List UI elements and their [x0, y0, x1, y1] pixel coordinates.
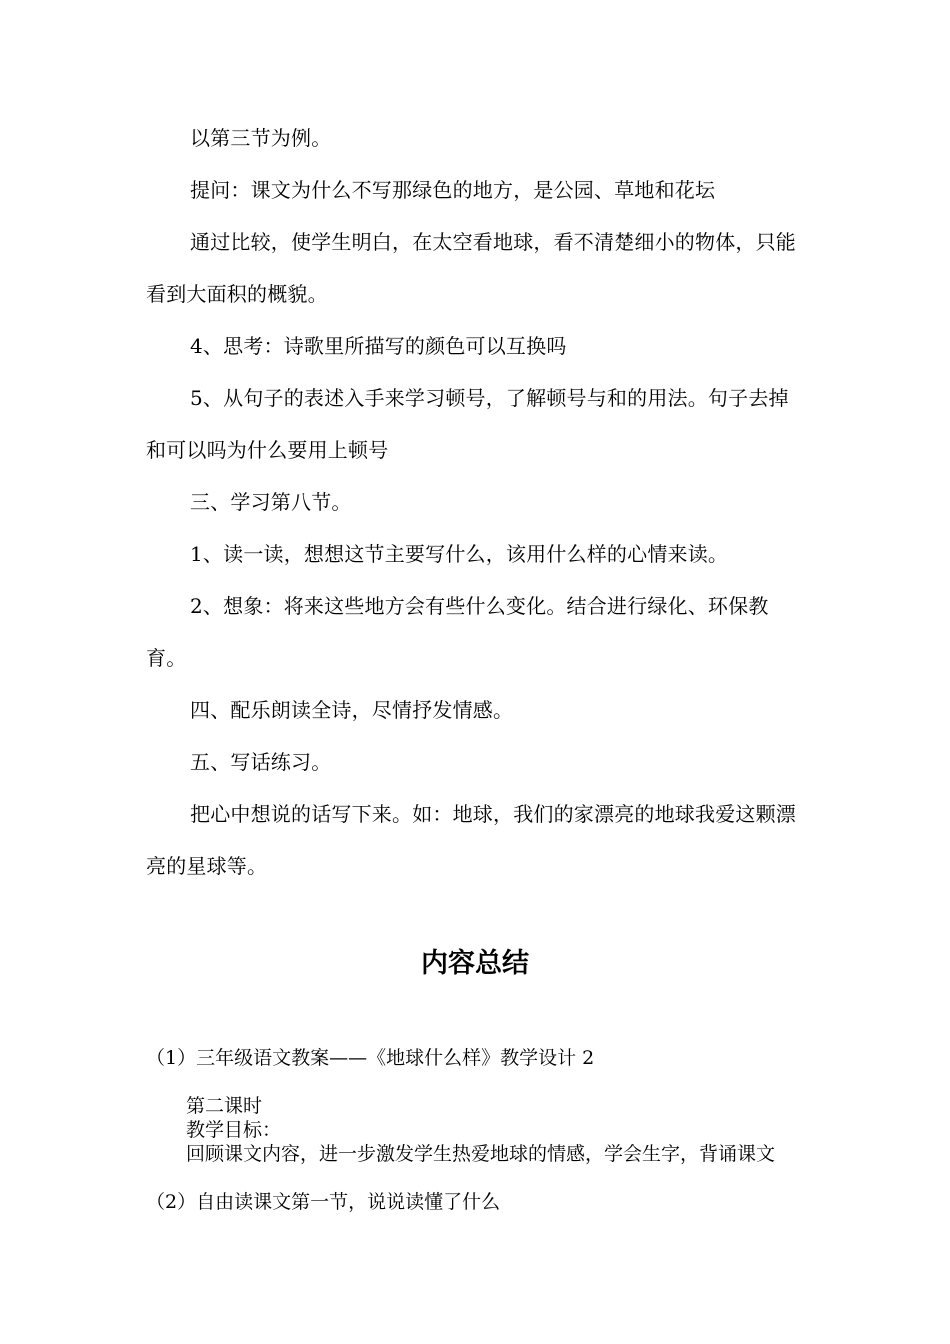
paragraph: 4、思考：诗歌里所描写的颜色可以互换吗	[190, 334, 567, 358]
paragraph: 通过比较，使学生明白，在太空看地球，看不清楚细小的物体，只能看到大面积的概貌。	[146, 230, 796, 306]
paragraph: 1、读一读，想想这节主要写什么，该用什么样的心情来读。	[190, 542, 729, 566]
paragraph: 三、学习第八节。	[190, 490, 352, 514]
summary-item: 回顾课文内容，进一步激发学生热爱地球的情感，学会生字，背诵课文	[186, 1143, 776, 1165]
paragraph: 2、想象：将来这些地方会有些什么变化。结合进行绿化、环保教育。	[146, 594, 769, 670]
paragraph: 四、配乐朗读全诗，尽情抒发情感。	[190, 698, 514, 722]
paragraph: 五、写话练习。	[190, 750, 332, 774]
summary-item: 教学目标：	[186, 1119, 282, 1141]
paragraph: 把心中想说的话写下来。如：地球，我们的家漂亮的地球我爱这颗漂亮的星球等。	[146, 802, 796, 878]
summary-item: （2）自由读课文第一节，说说读懂了什么	[146, 1191, 501, 1213]
paragraph: 5、从句子的表述入手来学习顿号，了解顿号与和的用法。句子去掉和可以吗为什么要用上顿号	[146, 386, 789, 462]
summary-item: （1）三年级语文教案——《地球什么样》教学设计 2	[146, 1047, 595, 1069]
paragraph: 以第三节为例。	[190, 126, 332, 150]
paragraph: 提问：课文为什么不写那绿色的地方，是公园、草地和花坛	[190, 178, 716, 202]
summary-item: 第二课时	[186, 1095, 263, 1117]
summary-title: 内容总结	[421, 948, 529, 979]
